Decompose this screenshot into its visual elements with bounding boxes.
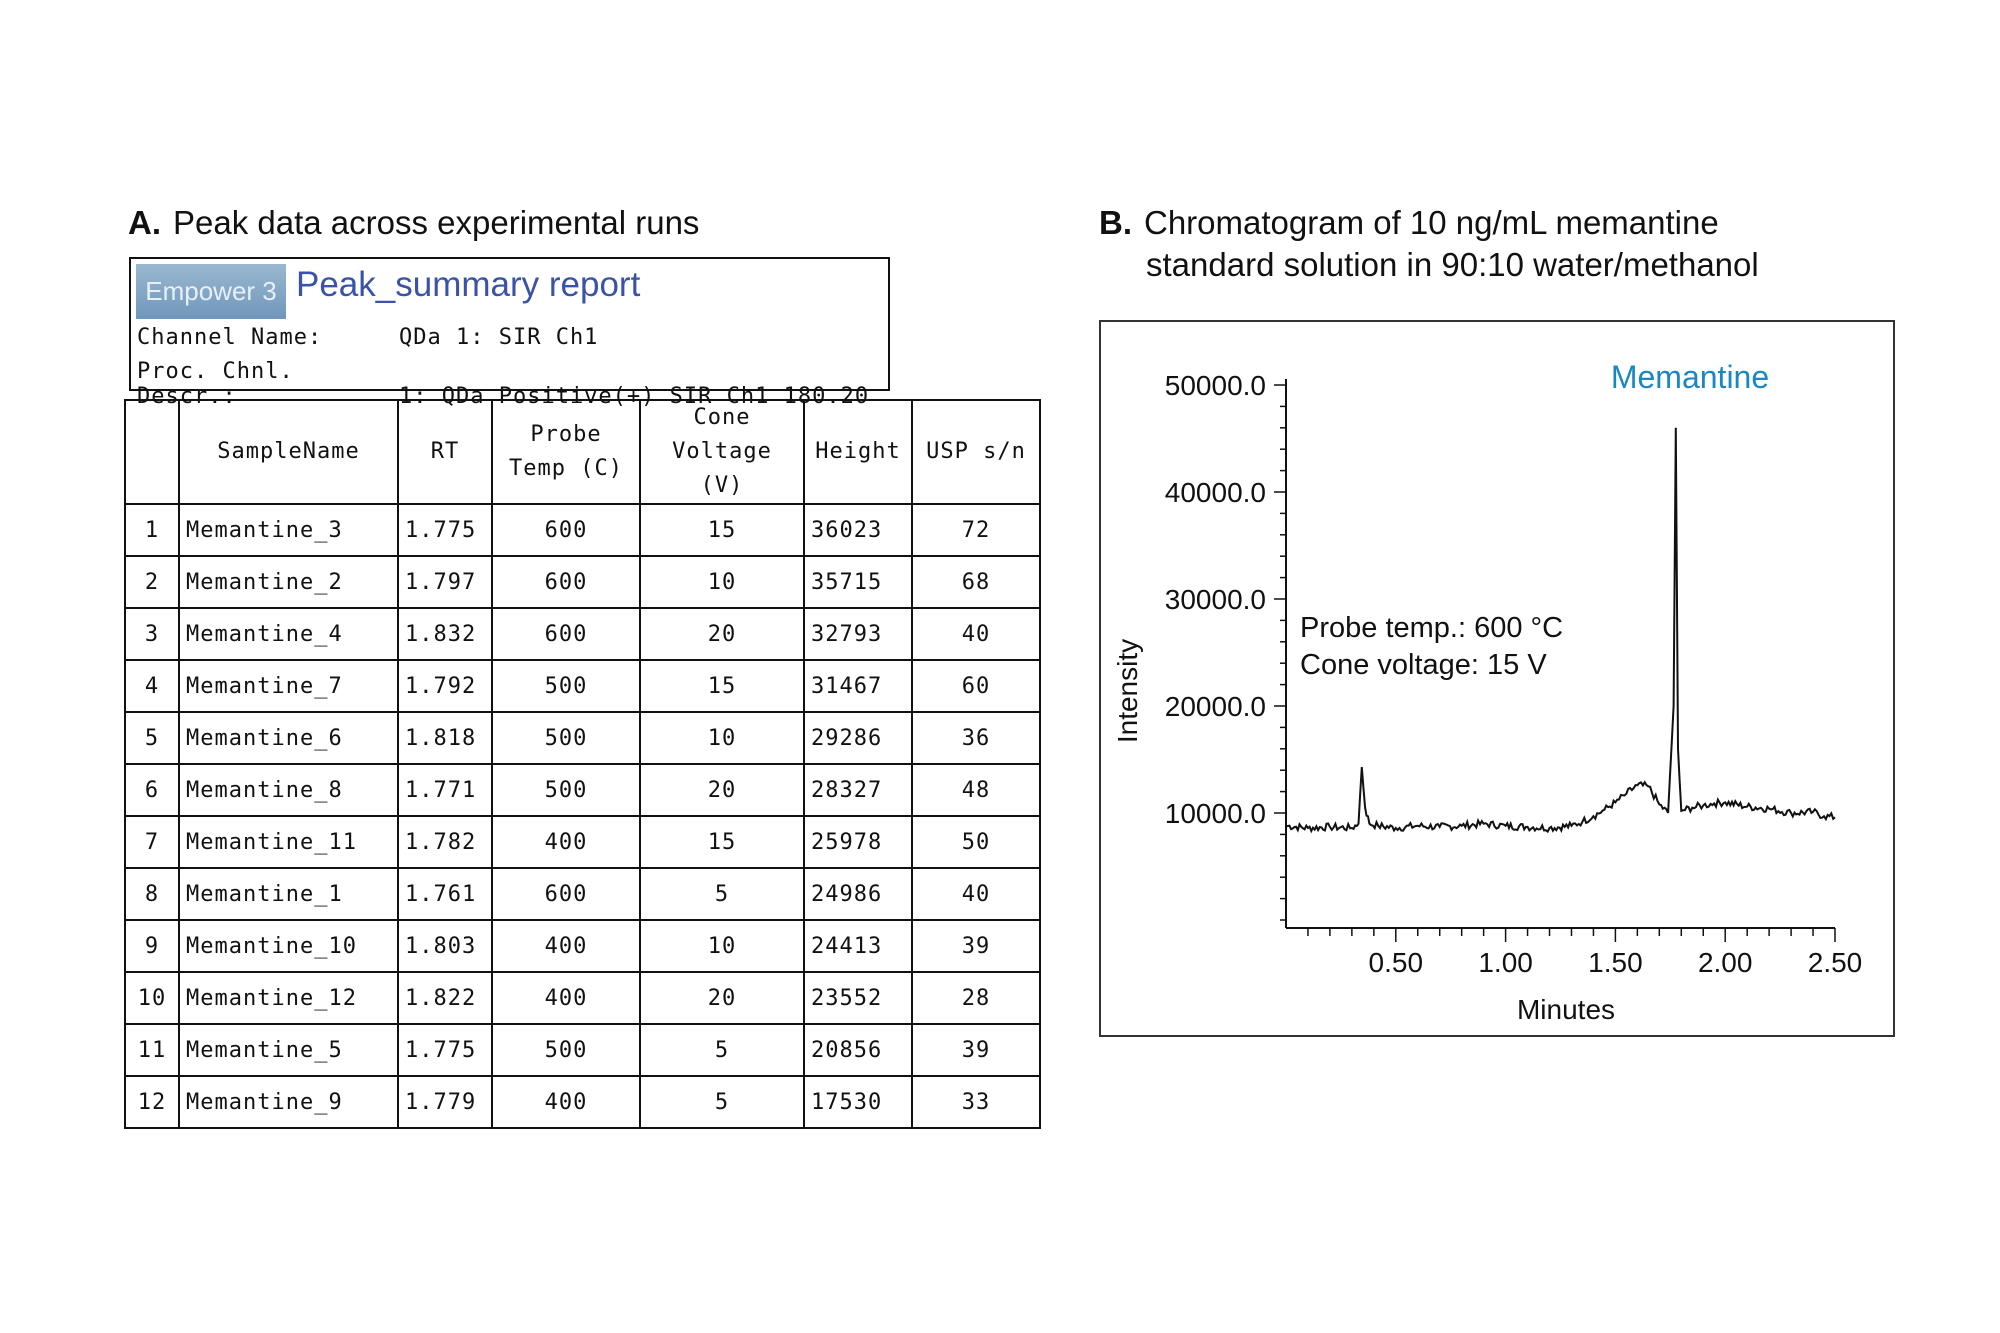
cell-rt: 1.761 [398,868,492,920]
cell-probe-temp: 600 [492,868,640,920]
cell-cone-voltage: 10 [640,712,804,764]
table-row [125,972,1040,1024]
cell-probe-temp: 600 [492,504,640,556]
header-cone-voltage: Cone Voltage (V) [640,400,804,504]
cell-cone-voltage: 5 [640,1024,804,1076]
y-tick-label: 50000.0 [1164,370,1266,401]
table-row [125,1024,1040,1076]
cell-rt: 1.775 [398,1024,492,1076]
report-header [129,257,890,409]
cell-index: 11 [125,1024,179,1076]
table-row [125,764,1040,816]
cell-cone-voltage: 20 [640,764,804,816]
cell-rt: 1.818 [398,712,492,764]
cell-usp-sn: 36 [912,712,1040,764]
x-tick-label: 0.50 [1368,947,1424,978]
cell-usp-sn: 68 [912,556,1040,608]
table-row [125,608,1040,660]
y-axis-label: Intensity [1112,638,1143,744]
cell-height: 23552 [804,972,912,1024]
cell-cone-voltage: 15 [640,660,804,712]
cell-sample-name: Memantine_7 [179,660,398,712]
cell-probe-temp: 400 [492,816,640,868]
report-title: Peak_summary report [296,265,641,304]
table-row [125,504,1040,556]
cell-usp-sn: 50 [912,816,1040,868]
cell-height: 28327 [804,764,912,816]
cell-index: 8 [125,868,179,920]
table-row [125,712,1040,764]
x-tick-label: 1.50 [1588,947,1643,978]
header-height: Height [804,400,912,504]
panel-a-title [128,202,699,244]
cell-usp-sn: 40 [912,868,1040,920]
cell-sample-name: Memantine_2 [179,556,398,608]
x-tick-label: 1.00 [1478,947,1533,978]
cell-sample-name: Memantine_8 [179,764,398,816]
cell-usp-sn: 39 [912,920,1040,972]
cell-rt: 1.822 [398,972,492,1024]
panel-a-title-text: Peak data across experimental runs [173,204,700,241]
cell-usp-sn: 33 [912,1076,1040,1128]
table-row [125,1076,1040,1128]
header-usp-sn: USP s/n [912,400,1040,504]
table-row [125,816,1040,868]
cell-cone-voltage: 20 [640,972,804,1024]
cell-index: 6 [125,764,179,816]
header-probe-temp: Probe Temp (C) [492,400,640,504]
chromatogram-chart [1101,322,1897,1039]
cell-cone-voltage: 10 [640,920,804,972]
table-body [125,504,1040,1128]
cell-usp-sn: 28 [912,972,1040,1024]
cell-height: 36023 [804,504,912,556]
table-row [125,556,1040,608]
annotation-probe-temp: Probe temp.: 600 °C [1300,612,1564,644]
y-tick-label: 30000.0 [1164,584,1266,615]
x-tick-label: 2.50 [1807,947,1863,978]
cell-probe-temp: 500 [492,1024,640,1076]
cell-height: 31467 [804,660,912,712]
cell-sample-name: Memantine_10 [179,920,398,972]
cell-index: 7 [125,816,179,868]
cell-sample-name: Memantine_5 [179,1024,398,1076]
cell-height: 24986 [804,868,912,920]
peak-table [124,399,1041,1129]
table-row [125,660,1040,712]
cell-probe-temp: 500 [492,712,640,764]
cell-cone-voltage: 15 [640,816,804,868]
table-row [125,920,1040,972]
panel-b-title-line1: Chromatogram of 10 ng/mL memantine [1144,204,1719,241]
cell-sample-name: Memantine_12 [179,972,398,1024]
cell-height: 20856 [804,1024,912,1076]
cell-rt: 1.803 [398,920,492,972]
x-tick-label: 2.00 [1697,947,1753,978]
cell-height: 17530 [804,1076,912,1128]
panel-b-title-line2: standard solution in 90:10 water/methanol [1146,246,1759,283]
cell-height: 35715 [804,556,912,608]
panel-b-letter: B. [1099,204,1132,241]
empower-logo: Empower 3 [136,264,286,319]
cell-rt: 1.832 [398,608,492,660]
meta-channel-name [137,325,598,350]
cell-index: 12 [125,1076,179,1128]
panel-b-title [1099,202,1759,286]
cell-cone-voltage: 15 [640,504,804,556]
table-row [125,868,1040,920]
cell-rt: 1.792 [398,660,492,712]
cell-sample-name: Memantine_1 [179,868,398,920]
cell-usp-sn: 72 [912,504,1040,556]
y-tick-label: 10000.0 [1164,798,1266,829]
cell-rt: 1.797 [398,556,492,608]
panel-a-letter: A. [128,204,161,241]
cell-rt: 1.771 [398,764,492,816]
cell-cone-voltage: 5 [640,1076,804,1128]
meta-key: Channel Name: [137,325,323,350]
cell-index: 9 [125,920,179,972]
cell-cone-voltage: 20 [640,608,804,660]
y-tick-label: 20000.0 [1164,691,1266,722]
meta-key: Proc. Chnl. Descr.: [137,359,294,409]
peak-label-memantine: Memantine [1610,359,1770,395]
cell-cone-voltage: 5 [640,868,804,920]
cell-usp-sn: 48 [912,764,1040,816]
cell-height: 29286 [804,712,912,764]
cell-probe-temp: 600 [492,556,640,608]
chromatogram-panel [1099,320,1895,1037]
cell-rt: 1.779 [398,1076,492,1128]
header-sample-name: SampleName [179,400,398,504]
y-tick-label: 40000.0 [1164,477,1266,508]
cell-sample-name: Memantine_4 [179,608,398,660]
cell-sample-name: Memantine_6 [179,712,398,764]
cell-probe-temp: 400 [492,972,640,1024]
cell-rt: 1.782 [398,816,492,868]
cell-sample-name: Memantine_3 [179,504,398,556]
table-header-row [125,400,1040,504]
cell-index: 4 [125,660,179,712]
cell-height: 25978 [804,816,912,868]
cell-probe-temp: 400 [492,1076,640,1128]
cell-probe-temp: 400 [492,920,640,972]
cell-height: 32793 [804,608,912,660]
cell-usp-sn: 39 [912,1024,1040,1076]
cell-index: 5 [125,712,179,764]
cell-index: 10 [125,972,179,1024]
cell-probe-temp: 500 [492,764,640,816]
annotation-cone-voltage: Cone voltage: 15 V [1300,649,1547,681]
meta-value: 1: QDa Positive(+) SIR Ch1 180.20 [399,384,870,409]
cell-index: 3 [125,608,179,660]
cell-height: 24413 [804,920,912,972]
header-rt: RT [398,400,492,504]
cell-usp-sn: 60 [912,660,1040,712]
header-index [125,400,179,504]
x-axis-label: Minutes [1516,994,1616,1025]
cell-usp-sn: 40 [912,608,1040,660]
cell-sample-name: Memantine_11 [179,816,398,868]
cell-index: 2 [125,556,179,608]
cell-probe-temp: 600 [492,608,640,660]
cell-cone-voltage: 10 [640,556,804,608]
cell-index: 1 [125,504,179,556]
cell-probe-temp: 500 [492,660,640,712]
meta-value: QDa 1: SIR Ch1 [399,325,599,350]
cell-sample-name: Memantine_9 [179,1076,398,1128]
cell-rt: 1.775 [398,504,492,556]
